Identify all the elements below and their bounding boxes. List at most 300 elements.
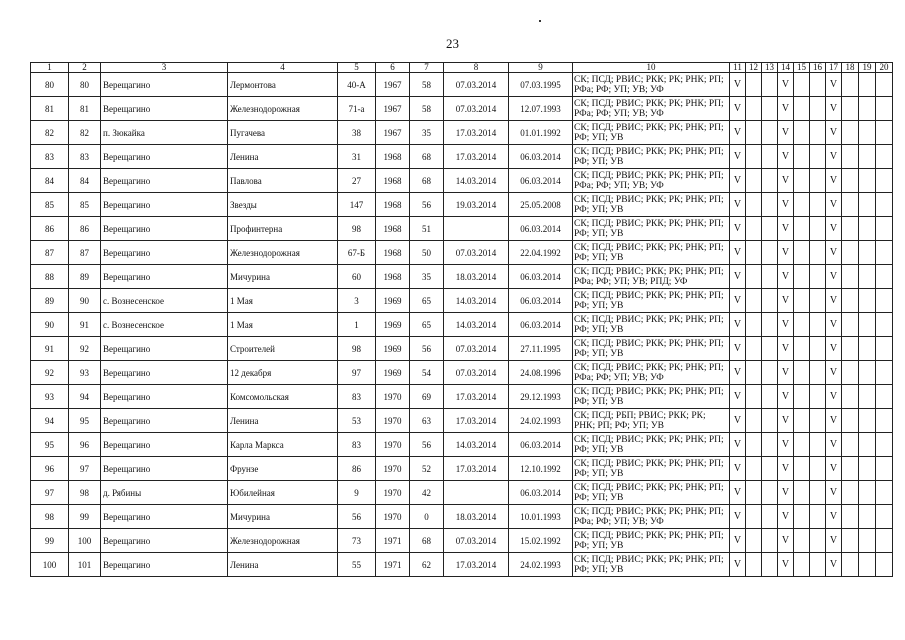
survey-date-cell: 24.02.1993	[509, 553, 573, 577]
settlement-cell: Верещагино	[101, 433, 228, 457]
mark-col-15-cell	[794, 505, 810, 529]
mark-col-11-cell: V	[730, 313, 746, 337]
mark-col-17-cell: V	[826, 193, 842, 217]
mark-col-16-cell	[810, 97, 826, 121]
page-number: 23	[446, 36, 459, 51]
mark-col-17-cell: V	[826, 481, 842, 505]
work-codes-cell: СК; ПСД; РВИС; РКК; РК; РНК; РП; РФ; УП; УВ	[573, 217, 730, 241]
wear-percent-cell: 51	[410, 217, 444, 241]
construction-year-cell: 1968	[376, 265, 410, 289]
mark-col-20-cell	[876, 313, 893, 337]
mark-col-13-cell	[762, 505, 778, 529]
mark-col-15-cell	[794, 193, 810, 217]
work-codes-cell: СК; ПСД; РВИС; РКК; РК; РНК; РП; РФа; РФ; УП; УВ; УФ	[573, 169, 730, 193]
inspection-date-cell: 07.03.2014	[444, 529, 509, 553]
survey-date-cell: 12.07.1993	[509, 97, 573, 121]
row-number-cell: 83	[31, 145, 69, 169]
construction-year-cell: 1967	[376, 97, 410, 121]
house-number-cell: 31	[338, 145, 376, 169]
column-number-cell: 9	[509, 63, 573, 73]
mark-col-20-cell	[876, 193, 893, 217]
mark-col-17-cell: V	[826, 241, 842, 265]
mark-col-12-cell	[746, 97, 762, 121]
record-number-cell: 92	[69, 337, 101, 361]
mark-col-16-cell	[810, 145, 826, 169]
mark-col-19-cell	[859, 145, 876, 169]
mark-col-18-cell	[842, 361, 859, 385]
wear-percent-cell: 56	[410, 193, 444, 217]
mark-col-13-cell	[762, 313, 778, 337]
survey-date-cell: 27.11.1995	[509, 337, 573, 361]
settlement-cell: Верещагино	[101, 241, 228, 265]
street-cell: Комсомольская	[228, 385, 338, 409]
house-number-cell: 73	[338, 529, 376, 553]
street-cell: Профинтерна	[228, 217, 338, 241]
record-number-cell: 86	[69, 217, 101, 241]
inspection-date-cell: 14.03.2014	[444, 169, 509, 193]
inspection-date-cell: 07.03.2014	[444, 73, 509, 97]
wear-percent-cell: 58	[410, 73, 444, 97]
settlement-cell: Верещагино	[101, 193, 228, 217]
row-number-cell: 90	[31, 313, 69, 337]
record-number-cell: 84	[69, 169, 101, 193]
mark-col-19-cell	[859, 553, 876, 577]
table-row	[31, 97, 893, 121]
mark-col-13-cell	[762, 73, 778, 97]
table-row	[31, 481, 893, 505]
mark-col-11-cell: V	[730, 265, 746, 289]
mark-col-15-cell	[794, 97, 810, 121]
mark-col-20-cell	[876, 409, 893, 433]
construction-year-cell: 1970	[376, 481, 410, 505]
mark-col-17-cell: V	[826, 73, 842, 97]
wear-percent-cell: 56	[410, 337, 444, 361]
mark-col-15-cell	[794, 337, 810, 361]
mark-col-17-cell: V	[826, 169, 842, 193]
mark-col-18-cell	[842, 409, 859, 433]
mark-col-18-cell	[842, 145, 859, 169]
settlement-cell: Верещагино	[101, 553, 228, 577]
inspection-date-cell: 17.03.2014	[444, 385, 509, 409]
mark-col-14-cell: V	[778, 313, 794, 337]
wear-percent-cell: 68	[410, 529, 444, 553]
mark-col-17-cell: V	[826, 385, 842, 409]
mark-col-18-cell	[842, 529, 859, 553]
settlement-cell: Верещагино	[101, 409, 228, 433]
house-number-cell: 27	[338, 169, 376, 193]
mark-col-17-cell: V	[826, 121, 842, 145]
survey-date-cell: 29.12.1993	[509, 385, 573, 409]
wear-percent-cell: 54	[410, 361, 444, 385]
mark-col-13-cell	[762, 121, 778, 145]
mark-col-19-cell	[859, 457, 876, 481]
street-cell: 1 Мая	[228, 289, 338, 313]
mark-col-17-cell: V	[826, 145, 842, 169]
street-cell: Пугачева	[228, 121, 338, 145]
column-number-cell: 4	[228, 63, 338, 73]
mark-col-17-cell: V	[826, 361, 842, 385]
mark-col-18-cell	[842, 97, 859, 121]
column-number-cell: 2	[69, 63, 101, 73]
survey-date-cell: 06.03.2014	[509, 169, 573, 193]
record-number-cell: 100	[69, 529, 101, 553]
mark-col-19-cell	[859, 529, 876, 553]
table-row	[31, 385, 893, 409]
survey-date-cell: 06.03.2014	[509, 481, 573, 505]
mark-col-16-cell	[810, 457, 826, 481]
mark-col-20-cell	[876, 169, 893, 193]
mark-col-12-cell	[746, 553, 762, 577]
mark-col-15-cell	[794, 169, 810, 193]
wear-percent-cell: 52	[410, 457, 444, 481]
mark-col-16-cell	[810, 505, 826, 529]
mark-col-13-cell	[762, 145, 778, 169]
mark-col-18-cell	[842, 193, 859, 217]
construction-year-cell: 1970	[376, 385, 410, 409]
mark-col-15-cell	[794, 361, 810, 385]
row-number-cell: 97	[31, 481, 69, 505]
settlement-cell: Верещагино	[101, 217, 228, 241]
mark-col-14-cell: V	[778, 169, 794, 193]
street-cell: Железнодорожная	[228, 529, 338, 553]
mark-col-17-cell: V	[826, 313, 842, 337]
mark-col-11-cell: V	[730, 385, 746, 409]
mark-col-14-cell: V	[778, 505, 794, 529]
mark-col-16-cell	[810, 313, 826, 337]
mark-col-13-cell	[762, 529, 778, 553]
mark-col-11-cell: V	[730, 433, 746, 457]
house-number-cell: 98	[338, 217, 376, 241]
mark-col-20-cell	[876, 217, 893, 241]
mark-col-15-cell	[794, 481, 810, 505]
street-cell: Ленина	[228, 553, 338, 577]
survey-date-cell: 12.10.1992	[509, 457, 573, 481]
mark-col-14-cell: V	[778, 337, 794, 361]
construction-year-cell: 1968	[376, 145, 410, 169]
wear-percent-cell: 65	[410, 313, 444, 337]
mark-col-16-cell	[810, 289, 826, 313]
table-row	[31, 241, 893, 265]
record-number-cell: 89	[69, 265, 101, 289]
inspection-date-cell: 07.03.2014	[444, 361, 509, 385]
record-number-cell: 101	[69, 553, 101, 577]
row-number-cell: 84	[31, 169, 69, 193]
record-number-cell: 83	[69, 145, 101, 169]
record-number-cell: 81	[69, 97, 101, 121]
work-codes-cell: СК; ПСД; РВИС; РКК; РК; РНК; РП; РФ; УП; УВ	[573, 121, 730, 145]
wear-percent-cell: 62	[410, 553, 444, 577]
mark-col-20-cell	[876, 121, 893, 145]
mark-col-12-cell	[746, 265, 762, 289]
row-number-cell: 95	[31, 433, 69, 457]
settlement-cell: Верещагино	[101, 73, 228, 97]
mark-col-19-cell	[859, 217, 876, 241]
mark-col-14-cell: V	[778, 385, 794, 409]
settlement-cell: Верещагино	[101, 265, 228, 289]
survey-date-cell: 07.03.1995	[509, 73, 573, 97]
mark-col-13-cell	[762, 457, 778, 481]
work-codes-cell: СК; ПСД; РВИС; РКК; РК; РНК; РП; РФ; УП; УВ	[573, 433, 730, 457]
work-codes-cell: СК; ПСД; РВИС; РКК; РК; РНК; РП; РФ; УП; УВ	[573, 457, 730, 481]
row-number-cell: 98	[31, 505, 69, 529]
survey-date-cell: 10.01.1993	[509, 505, 573, 529]
mark-col-12-cell	[746, 145, 762, 169]
mark-col-15-cell	[794, 433, 810, 457]
table-row	[31, 361, 893, 385]
wear-percent-cell: 56	[410, 433, 444, 457]
mark-col-15-cell	[794, 385, 810, 409]
mark-col-15-cell	[794, 409, 810, 433]
mark-col-20-cell	[876, 73, 893, 97]
construction-year-cell: 1969	[376, 361, 410, 385]
mark-col-11-cell: V	[730, 481, 746, 505]
mark-col-13-cell	[762, 97, 778, 121]
table-row	[31, 529, 893, 553]
construction-year-cell: 1971	[376, 529, 410, 553]
row-number-cell: 81	[31, 97, 69, 121]
inspection-date-cell: 17.03.2014	[444, 457, 509, 481]
column-number-cell: 18	[842, 63, 859, 73]
row-number-cell: 94	[31, 409, 69, 433]
mark-col-18-cell	[842, 457, 859, 481]
construction-year-cell: 1969	[376, 313, 410, 337]
mark-col-16-cell	[810, 265, 826, 289]
construction-year-cell: 1970	[376, 409, 410, 433]
mark-col-15-cell	[794, 241, 810, 265]
mark-col-20-cell	[876, 457, 893, 481]
house-number-cell: 56	[338, 505, 376, 529]
mark-col-16-cell	[810, 529, 826, 553]
table-row	[31, 145, 893, 169]
settlement-cell: Верещагино	[101, 169, 228, 193]
inspection-date-cell: 18.03.2014	[444, 265, 509, 289]
inspection-date-cell: 14.03.2014	[444, 313, 509, 337]
house-number-cell: 40-А	[338, 73, 376, 97]
mark-col-20-cell	[876, 529, 893, 553]
record-number-cell: 94	[69, 385, 101, 409]
mark-col-20-cell	[876, 361, 893, 385]
street-cell: Железнодорожная	[228, 241, 338, 265]
mark-col-20-cell	[876, 385, 893, 409]
construction-year-cell: 1967	[376, 121, 410, 145]
record-number-cell: 95	[69, 409, 101, 433]
row-number-cell: 92	[31, 361, 69, 385]
street-cell: Юбилейная	[228, 481, 338, 505]
work-codes-cell: СК; ПСД; РВИС; РКК; РК; РНК; РП; РФа; РФ; УП; УВ; РПД; УФ	[573, 265, 730, 289]
mark-col-15-cell	[794, 457, 810, 481]
settlement-cell: Верещагино	[101, 457, 228, 481]
mark-col-16-cell	[810, 433, 826, 457]
work-codes-cell: СК; ПСД; РВИС; РКК; РК; РНК; РП; РФ; УП; УВ	[573, 193, 730, 217]
mark-col-18-cell	[842, 241, 859, 265]
column-number-cell: 6	[376, 63, 410, 73]
mark-col-15-cell	[794, 145, 810, 169]
street-cell: Мичурина	[228, 265, 338, 289]
house-number-cell: 38	[338, 121, 376, 145]
mark-col-14-cell: V	[778, 97, 794, 121]
street-cell: Звезды	[228, 193, 338, 217]
housing-register-table	[30, 62, 893, 577]
mark-col-20-cell	[876, 97, 893, 121]
mark-col-20-cell	[876, 433, 893, 457]
house-number-cell: 9	[338, 481, 376, 505]
mark-col-12-cell	[746, 505, 762, 529]
mark-col-20-cell	[876, 265, 893, 289]
row-number-cell: 85	[31, 193, 69, 217]
table-row	[31, 409, 893, 433]
mark-col-19-cell	[859, 193, 876, 217]
work-codes-cell: СК; ПСД; РВИС; РКК; РК; РНК; РП; РФа; РФ; УП; УВ; УФ	[573, 97, 730, 121]
street-cell: Железнодорожная	[228, 97, 338, 121]
house-number-cell: 83	[338, 385, 376, 409]
mark-col-15-cell	[794, 553, 810, 577]
inspection-date-cell: 07.03.2014	[444, 337, 509, 361]
mark-col-12-cell	[746, 385, 762, 409]
mark-col-18-cell	[842, 265, 859, 289]
mark-col-17-cell: V	[826, 265, 842, 289]
mark-col-18-cell	[842, 169, 859, 193]
mark-col-13-cell	[762, 385, 778, 409]
mark-col-14-cell: V	[778, 145, 794, 169]
mark-col-20-cell	[876, 337, 893, 361]
settlement-cell: Верещагино	[101, 385, 228, 409]
record-number-cell: 93	[69, 361, 101, 385]
record-number-cell: 87	[69, 241, 101, 265]
street-cell: Павлова	[228, 169, 338, 193]
mark-col-16-cell	[810, 361, 826, 385]
mark-col-14-cell: V	[778, 409, 794, 433]
mark-col-11-cell: V	[730, 169, 746, 193]
house-number-cell: 55	[338, 553, 376, 577]
mark-col-11-cell: V	[730, 505, 746, 529]
survey-date-cell: 06.03.2014	[509, 313, 573, 337]
column-number-cell: 12	[746, 63, 762, 73]
mark-col-18-cell	[842, 289, 859, 313]
house-number-cell: 53	[338, 409, 376, 433]
mark-col-13-cell	[762, 289, 778, 313]
mark-col-14-cell: V	[778, 217, 794, 241]
mark-col-12-cell	[746, 289, 762, 313]
mark-col-18-cell	[842, 313, 859, 337]
table-row	[31, 337, 893, 361]
mark-col-17-cell: V	[826, 433, 842, 457]
table-row	[31, 73, 893, 97]
mark-col-11-cell: V	[730, 217, 746, 241]
mark-col-14-cell: V	[778, 433, 794, 457]
work-codes-cell: СК; ПСД; РВИС; РКК; РК; РНК; РП; РФ; УП; УВ	[573, 337, 730, 361]
inspection-date-cell: 17.03.2014	[444, 145, 509, 169]
mark-col-13-cell	[762, 553, 778, 577]
work-codes-cell: СК; ПСД; РБП; РВИС; РКК; РК; РНК; РП; РФ; УП; УВ	[573, 409, 730, 433]
mark-col-12-cell	[746, 529, 762, 553]
mark-col-12-cell	[746, 433, 762, 457]
mark-col-20-cell	[876, 289, 893, 313]
mark-col-12-cell	[746, 217, 762, 241]
mark-col-12-cell	[746, 409, 762, 433]
mark-col-15-cell	[794, 313, 810, 337]
construction-year-cell: 1967	[376, 73, 410, 97]
wear-percent-cell: 58	[410, 97, 444, 121]
mark-col-11-cell: V	[730, 409, 746, 433]
mark-col-17-cell: V	[826, 457, 842, 481]
construction-year-cell: 1968	[376, 217, 410, 241]
mark-col-11-cell: V	[730, 361, 746, 385]
house-number-cell: 60	[338, 265, 376, 289]
mark-col-15-cell	[794, 529, 810, 553]
mark-col-19-cell	[859, 121, 876, 145]
mark-col-16-cell	[810, 385, 826, 409]
scan-speck	[539, 20, 541, 22]
mark-col-19-cell	[859, 337, 876, 361]
column-number-cell: 7	[410, 63, 444, 73]
survey-date-cell: 15.02.1992	[509, 529, 573, 553]
mark-col-14-cell: V	[778, 265, 794, 289]
column-number-cell: 16	[810, 63, 826, 73]
mark-col-18-cell	[842, 481, 859, 505]
mark-col-14-cell: V	[778, 457, 794, 481]
construction-year-cell: 1970	[376, 457, 410, 481]
column-number-cell: 10	[573, 63, 730, 73]
mark-col-18-cell	[842, 385, 859, 409]
mark-col-15-cell	[794, 73, 810, 97]
table-row	[31, 217, 893, 241]
settlement-cell: Верещагино	[101, 145, 228, 169]
mark-col-19-cell	[859, 433, 876, 457]
column-number-cell: 11	[730, 63, 746, 73]
row-number-cell: 91	[31, 337, 69, 361]
mark-col-13-cell	[762, 337, 778, 361]
mark-col-19-cell	[859, 73, 876, 97]
mark-col-16-cell	[810, 193, 826, 217]
table-body	[31, 63, 893, 577]
table-row	[31, 313, 893, 337]
settlement-cell: д. Рябины	[101, 481, 228, 505]
mark-col-13-cell	[762, 265, 778, 289]
record-number-cell: 98	[69, 481, 101, 505]
mark-col-20-cell	[876, 241, 893, 265]
street-cell: 1 Мая	[228, 313, 338, 337]
mark-col-11-cell: V	[730, 241, 746, 265]
table-row	[31, 505, 893, 529]
table-row	[31, 169, 893, 193]
mark-col-16-cell	[810, 73, 826, 97]
mark-col-17-cell: V	[826, 529, 842, 553]
column-number-cell: 8	[444, 63, 509, 73]
survey-date-cell: 24.08.1996	[509, 361, 573, 385]
mark-col-20-cell	[876, 505, 893, 529]
house-number-cell: 1	[338, 313, 376, 337]
survey-date-cell: 06.03.2014	[509, 433, 573, 457]
inspection-date-cell: 18.03.2014	[444, 505, 509, 529]
mark-col-16-cell	[810, 217, 826, 241]
mark-col-16-cell	[810, 553, 826, 577]
mark-col-12-cell	[746, 457, 762, 481]
construction-year-cell: 1970	[376, 433, 410, 457]
table-row	[31, 457, 893, 481]
mark-col-13-cell	[762, 169, 778, 193]
survey-date-cell: 24.02.1993	[509, 409, 573, 433]
mark-col-19-cell	[859, 169, 876, 193]
inspection-date-cell: 17.03.2014	[444, 121, 509, 145]
mark-col-14-cell: V	[778, 193, 794, 217]
mark-col-11-cell: V	[730, 121, 746, 145]
column-number-cell: 3	[101, 63, 228, 73]
mark-col-14-cell: V	[778, 73, 794, 97]
table-row	[31, 433, 893, 457]
work-codes-cell: СК; ПСД; РВИС; РКК; РК; РНК; РП; РФ; УП; УВ	[573, 313, 730, 337]
work-codes-cell: СК; ПСД; РВИС; РКК; РК; РНК; РП; РФ; УП; УВ	[573, 241, 730, 265]
mark-col-18-cell	[842, 553, 859, 577]
